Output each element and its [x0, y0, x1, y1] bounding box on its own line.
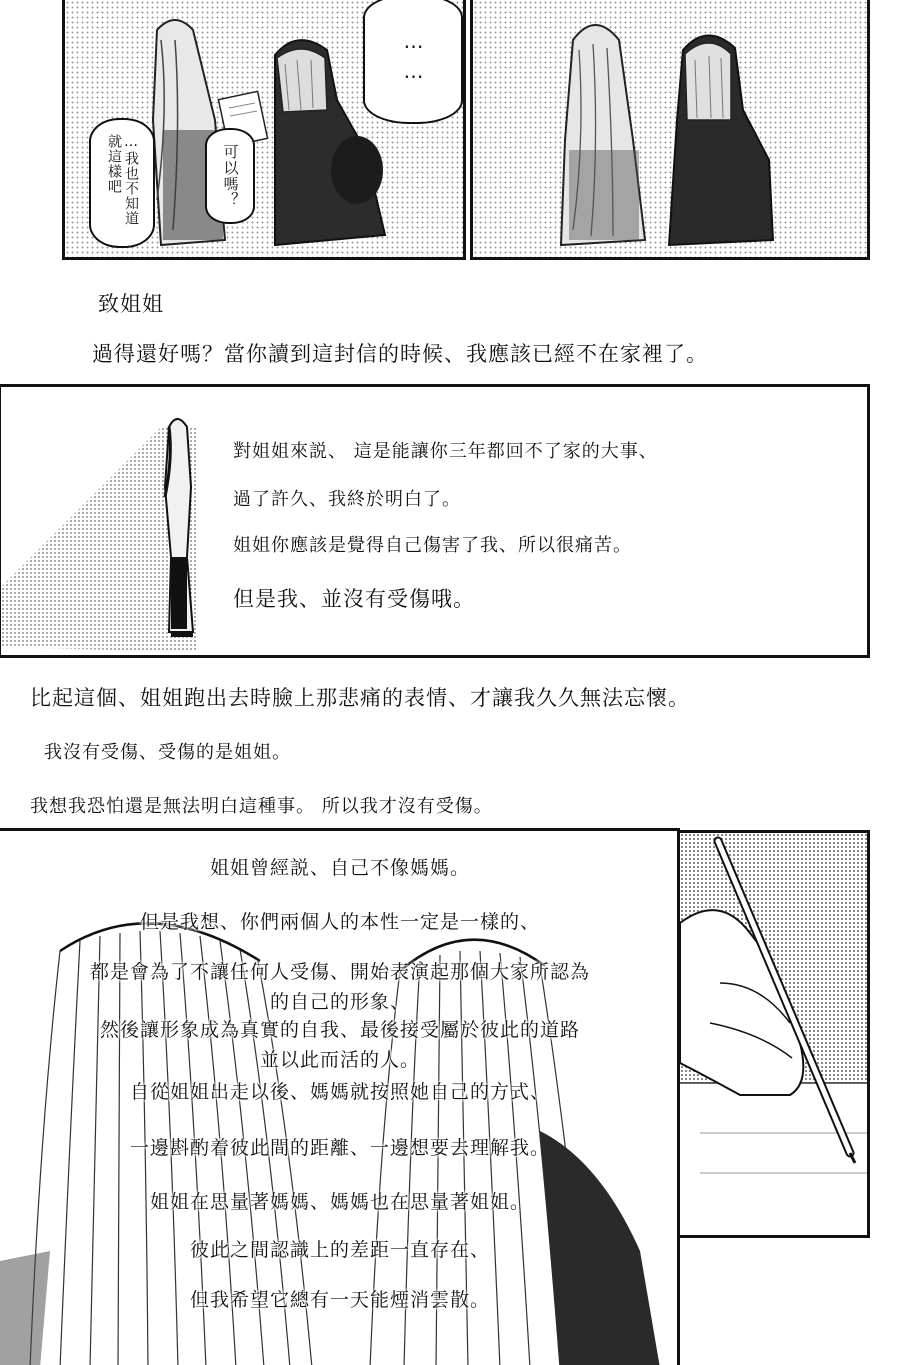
panel-sisters-hair-closeup: [0, 828, 680, 1365]
is-it-ok-text: 可以嗎？: [221, 144, 240, 208]
letter-middle-line1: 比起這個、姐姐跑出去時臉上那悲痛的表情、才讓我久久無法忘懷。: [30, 686, 690, 710]
letter-block2-line7: 自從姐姐出走以後、媽媽就按照她自己的方式、: [129, 1081, 550, 1103]
letter-line-greeting: 過得還好嗎？當你讀到這封信的時候、我應該已經不在家裡了。: [92, 342, 708, 366]
hand-pen-illustration: [680, 833, 870, 1238]
letter-block2-line5: 然後讓形象成為真實的自我、最後接受屬於彼此的道路: [99, 1019, 580, 1041]
letter-block1-line4: 但是我、並沒有受傷哦。: [233, 587, 475, 611]
dont-know-text: …我也不知道就這樣吧: [106, 134, 139, 226]
panel-hand-writing: [677, 830, 870, 1238]
letter-block2-line9: 姐姐在思量著媽媽、媽媽也在思量著姐姐。: [149, 1191, 530, 1213]
letter-heading: 致姐姐: [98, 292, 164, 316]
letter-middle-line2: 我沒有受傷、受傷的是姐姐。: [44, 742, 291, 763]
letter-block1-line2: 過了許久、我終於明白了。: [233, 489, 461, 510]
letter-block2-line8: 一邊斟酌着彼此間的距離、一邊想要去理解我。: [129, 1137, 550, 1159]
speech-bubble-is-it-ok: [205, 128, 255, 224]
spotlight-shadow: [1, 387, 241, 658]
letter-block1-line3: 姐姐你應該是覺得自己傷害了我、所以很痛苦。: [233, 535, 632, 556]
letter-block2-line3: 都是會為了不讓任何人受傷、開始表演起那個大家所認為: [89, 961, 590, 983]
letter-block2-line4: 的自己的形象、: [269, 991, 410, 1013]
sisters-back-illustration: [473, 0, 870, 260]
letter-block2-line2: 但是我想、你們兩個人的本性一定是一樣的、: [139, 911, 540, 933]
panel-sisters-back-view: [470, 0, 870, 260]
letter-middle-line3: 我想我恐怕還是無法明白這種事。 所以我才沒有受傷。: [30, 796, 493, 817]
letter-block2-line11: 但我希望它總有一天能煙消雲散。: [189, 1289, 490, 1311]
letter-block2-line6: 並以此而活的人。: [259, 1049, 420, 1071]
letter-block2-line10: 彼此之間認識上的差距一直存在、: [189, 1239, 490, 1261]
panel-standing-girl: [0, 384, 870, 658]
speech-bubble-dont-know: [89, 118, 155, 248]
ellipsis-text: ……: [401, 29, 426, 89]
speech-bubble-ellipsis: [363, 0, 463, 124]
letter-block2-line1: 姐姐曾經説、自己不像媽媽。: [209, 857, 470, 879]
letter-block1-line1: 對姐姐來説、 這是能讓你三年都回不了家的大事、: [233, 441, 658, 462]
panel-sisters-talking: [62, 0, 466, 260]
